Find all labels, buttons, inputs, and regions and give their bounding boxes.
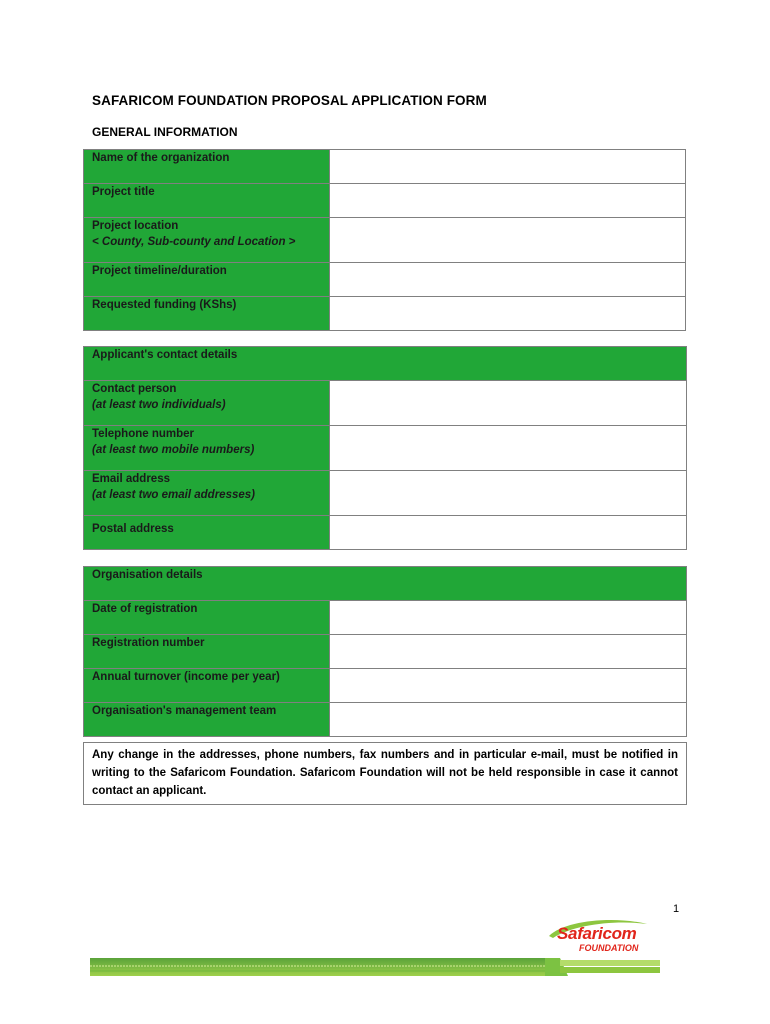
project-title-field[interactable]: [330, 184, 686, 218]
telephone-number-hint: (at least two mobile numbers): [92, 444, 255, 456]
table-row: [84, 150, 686, 184]
table-row: [84, 567, 687, 601]
table-row: [84, 516, 687, 550]
general-info-table: [83, 149, 686, 331]
project-location-hint: < County, Sub-county and Location >: [92, 236, 296, 248]
logo-wordmark: Safaricom: [557, 924, 637, 943]
project-location-label: Project location < County, Sub-county and Location >: [84, 218, 330, 263]
footer-stripe-decoration: [90, 956, 660, 978]
registration-date-field[interactable]: [330, 601, 687, 635]
table-row: [84, 635, 687, 669]
email-address-hint: (at least two email addresses): [92, 489, 255, 501]
annual-turnover-field[interactable]: [330, 669, 687, 703]
registration-number-label: Registration number: [84, 635, 330, 669]
organisation-details-header: Organisation details: [84, 567, 687, 601]
contact-person-hint: (at least two individuals): [92, 399, 226, 411]
table-row: [84, 347, 687, 381]
table-row: [84, 703, 687, 737]
table-row: [84, 381, 687, 426]
project-timeline-label: Project timeline/duration: [84, 263, 330, 297]
page-number: 1: [673, 903, 680, 915]
contact-change-notice: Any change in the addresses, phone numbers, fax numbers and in particular e-mail, must be notified in writing to the Safaricom Foundation. Safaricom Foundation will not be held responsible in case it cannot contact an applicant.: [83, 742, 687, 805]
project-title-label: Project title: [84, 184, 330, 218]
logo-subtitle: FOUNDATION: [579, 943, 639, 953]
requested-funding-label: Requested funding (KShs): [84, 297, 330, 331]
contact-person-label: Contact person (at least two individuals): [84, 381, 330, 426]
project-timeline-field[interactable]: [330, 263, 686, 297]
form-title: SAFARICOM FOUNDATION PROPOSAL APPLICATION FORM: [92, 93, 487, 108]
telephone-number-label: Telephone number (at least two mobile numbers): [84, 426, 330, 471]
table-row: [84, 263, 686, 297]
email-address-field[interactable]: [330, 471, 687, 516]
contact-details-header: Applicant's contact details: [84, 347, 687, 381]
contact-person-field[interactable]: [330, 381, 687, 426]
table-row: [84, 426, 687, 471]
contact-details-table: [83, 346, 687, 550]
requested-funding-field[interactable]: [330, 297, 686, 331]
postal-address-label: Postal address: [84, 516, 330, 550]
table-row: [84, 218, 686, 263]
table-row: [84, 297, 686, 331]
organization-name-field[interactable]: [330, 150, 686, 184]
table-row: [84, 471, 687, 516]
management-team-label: Organisation's management team: [84, 703, 330, 737]
registration-number-field[interactable]: [330, 635, 687, 669]
safaricom-foundation-logo: [545, 916, 655, 956]
section-heading: GENERAL INFORMATION: [92, 125, 238, 139]
organization-name-label: Name of the organization: [84, 150, 330, 184]
table-row: [84, 601, 687, 635]
email-address-label: Email address (at least two email addresses): [84, 471, 330, 516]
project-location-field[interactable]: [330, 218, 686, 263]
registration-date-label: Date of registration: [84, 601, 330, 635]
table-row: [84, 184, 686, 218]
telephone-number-field[interactable]: [330, 426, 687, 471]
organisation-details-table: [83, 566, 687, 737]
postal-address-field[interactable]: [330, 516, 687, 550]
management-team-field[interactable]: [330, 703, 687, 737]
annual-turnover-label: Annual turnover (income per year): [84, 669, 330, 703]
table-row: [84, 669, 687, 703]
